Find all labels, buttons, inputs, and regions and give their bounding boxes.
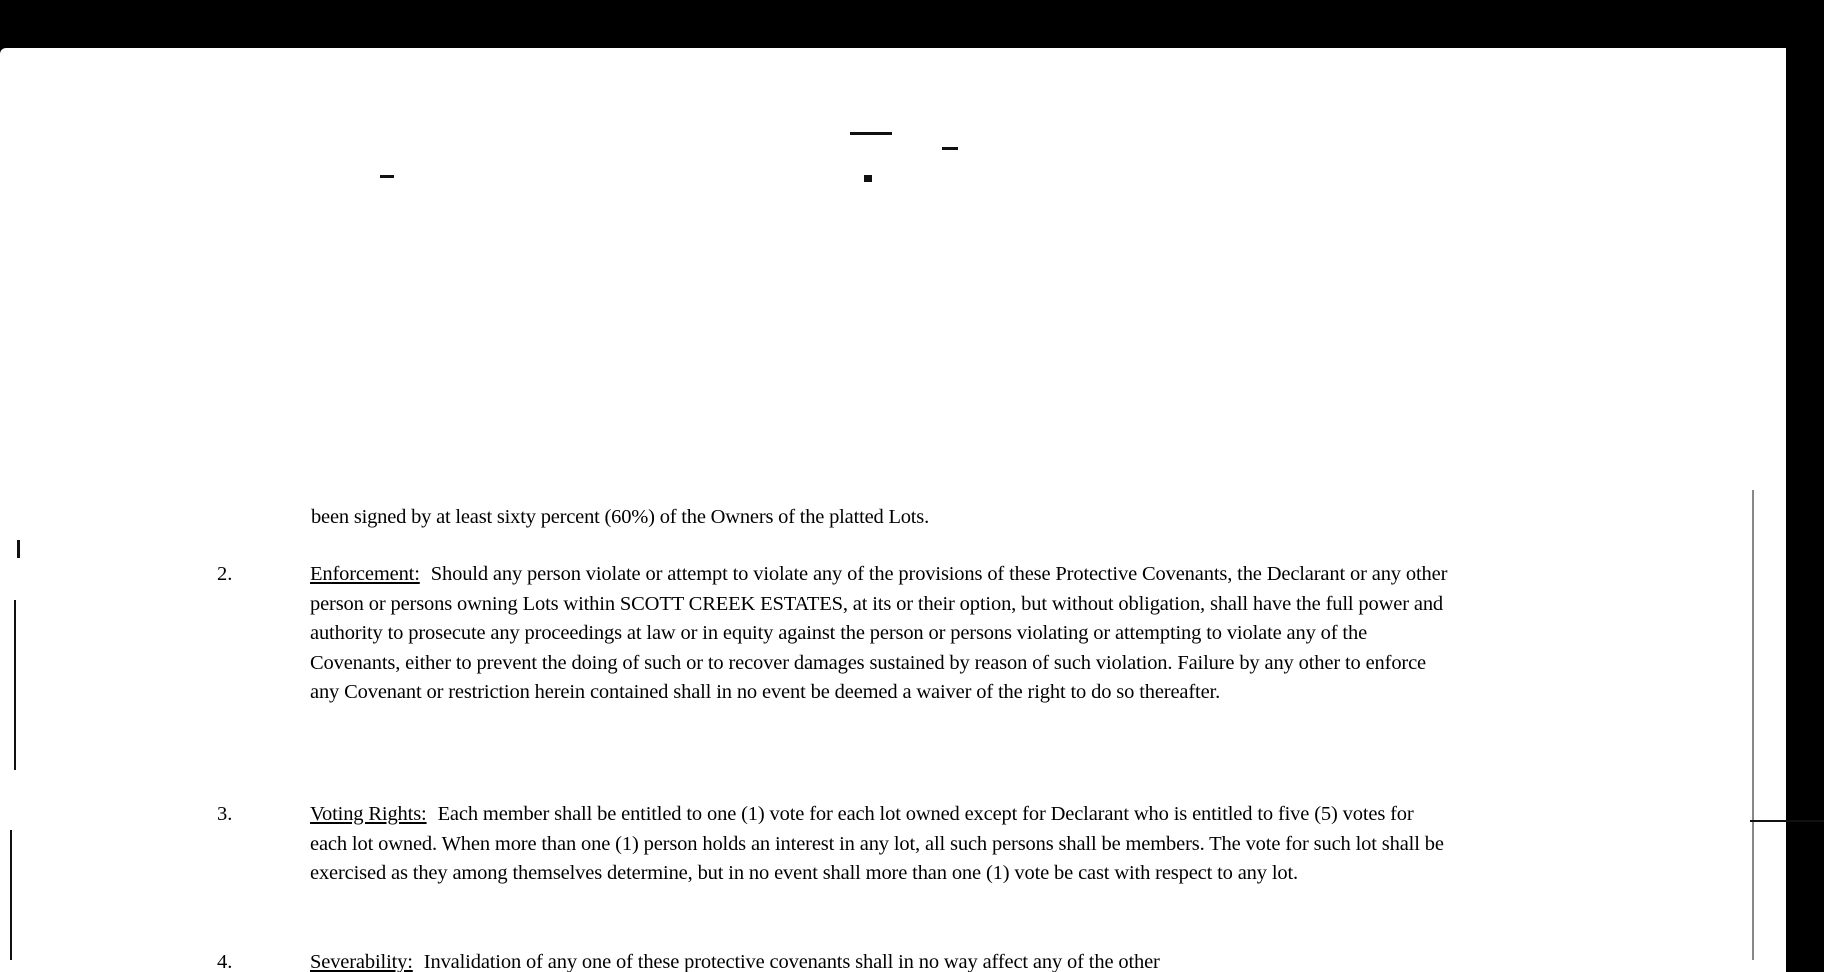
scan-edge-shadow (1786, 48, 1824, 972)
item-text: Invalidation of any one of these protective covenants shall in no way affect any of the other (423, 951, 1160, 972)
continuation-paragraph: been signed by at least sixty percent (60%) of the Owners of the platted Lots. (311, 506, 930, 528)
item-heading: Voting Rights: (310, 803, 427, 825)
item-text: Each member shall be entitled to one (1) vote for each lot owned except for Declarant who is entitled to five (5) votes for each lot owned. When more than one (1) person holds an interest in any lot, all such persons shall be members. The vote for such lot shall be exercised as they among themselves determine, but in no event shall more than one (1) vote be cast with respect to any lot. (310, 803, 1444, 884)
item-text: Should any person violate or attempt to violate any of the provisions of these Protective Covenants, the Declarant or any other person or persons owning Lots within SCOTT CREEK ESTATES, at its or their option, but without obligation, shall have the full power and authority to prosecute any proceedings at law or in equity against the person or persons violating or attempting to violate any of the Covenants, either to prevent the doing of such or to recover damages sustained by reason of such violation. Failure by any other to enforce any Covenant or restriction herein contained shall in no event be deemed a waiver of the right to do so thereafter. (310, 563, 1448, 703)
scan-speck (864, 175, 872, 182)
item-number: 4. (217, 951, 233, 972)
item-number: 3. (217, 803, 233, 825)
item-body (310, 800, 1450, 889)
item-number: 2. (217, 563, 233, 585)
scan-speck (942, 147, 958, 150)
item-heading: Enforcement: (310, 563, 420, 585)
scan-speck (14, 600, 16, 770)
scan-speck (380, 175, 394, 178)
scan-speck (850, 132, 892, 135)
item-body (310, 948, 1450, 972)
scan-speck (10, 830, 12, 960)
item-heading: Severability: (310, 951, 413, 972)
scan-speck (1750, 820, 1824, 822)
item-body (310, 560, 1450, 708)
scan-speck (1752, 490, 1754, 960)
scan-speck (17, 540, 20, 558)
